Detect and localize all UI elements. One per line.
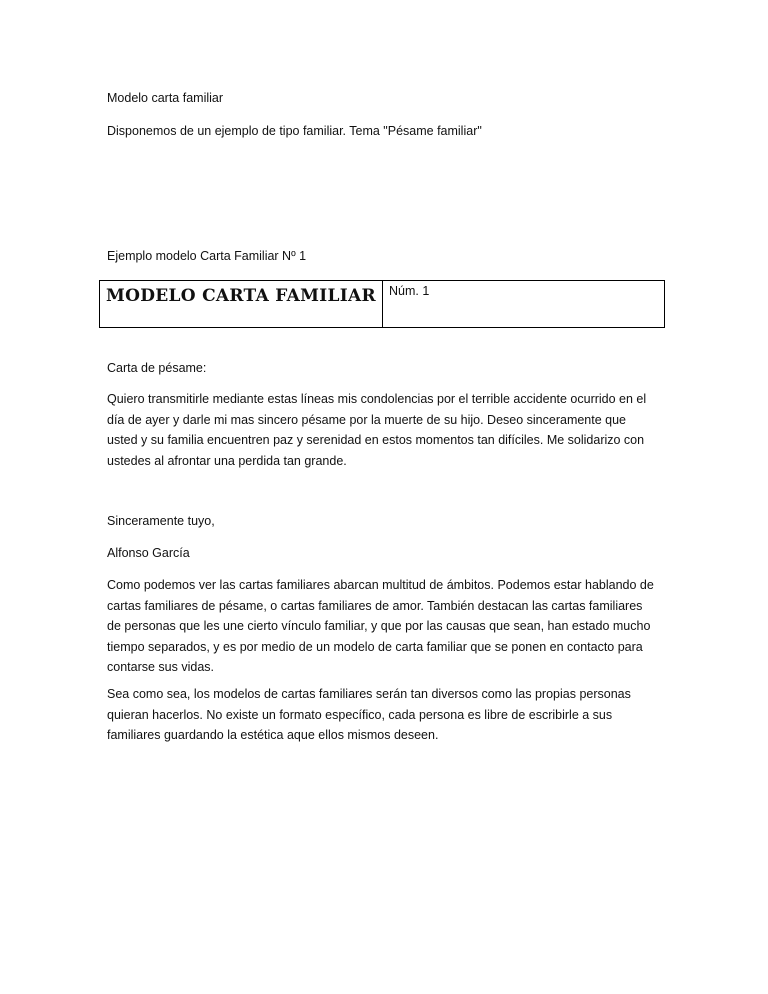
commentary-paragraph-1: Como podemos ver las cartas familiares abarcan multitud de ámbitos. Podemos estar hablando de cartas familiares de pésame, o cartas familiares de amor. También destacan las cartas familiares de personas que les une cierto vínculo familiar, y que por las causas que sean, han estado mucho tiempo separados, y es por medio de un modelo de carta familiar que se ponen en contacto para contarse sus vidas. — [107, 578, 654, 674]
document-heading: Modelo carta familiar — [107, 91, 224, 105]
letter-closing: Sinceramente tuyo, — [107, 514, 215, 528]
table-title-cell: MODELO CARTA FAMILIAR — [100, 281, 383, 327]
title-table — [99, 280, 665, 328]
letter-signature: Alfonso García — [107, 546, 190, 560]
letter-subject: Carta de pésame: — [107, 361, 207, 375]
table-number-cell: Núm. 1 — [389, 284, 430, 298]
letter-body: Quiero transmitirle mediante estas líneas mis condolencias por el terrible accidente ocurrido en el día de ayer y darle mi mas sincero pésame por la muerte de su hijo. Deseo sinceramente que usted y su familia encuentren paz y serenidad en estos momentos tan difíciles. Me solidarizo con ustedes al afrontar una perdida tan grande. — [107, 392, 647, 468]
intro-text: Disponemos de un ejemplo de tipo familiar. Tema "Pésame familiar" — [107, 124, 482, 138]
example-label: Ejemplo modelo Carta Familiar Nº 1 — [107, 249, 307, 263]
commentary-paragraph-2: Sea como sea, los modelos de cartas familiares serán tan diversos como las propias personas quieran hacerlos. No existe un formato específico, cada persona es libre de escribirle a sus familiares guardando la estética aque ellos mismos deseen. — [107, 687, 631, 742]
